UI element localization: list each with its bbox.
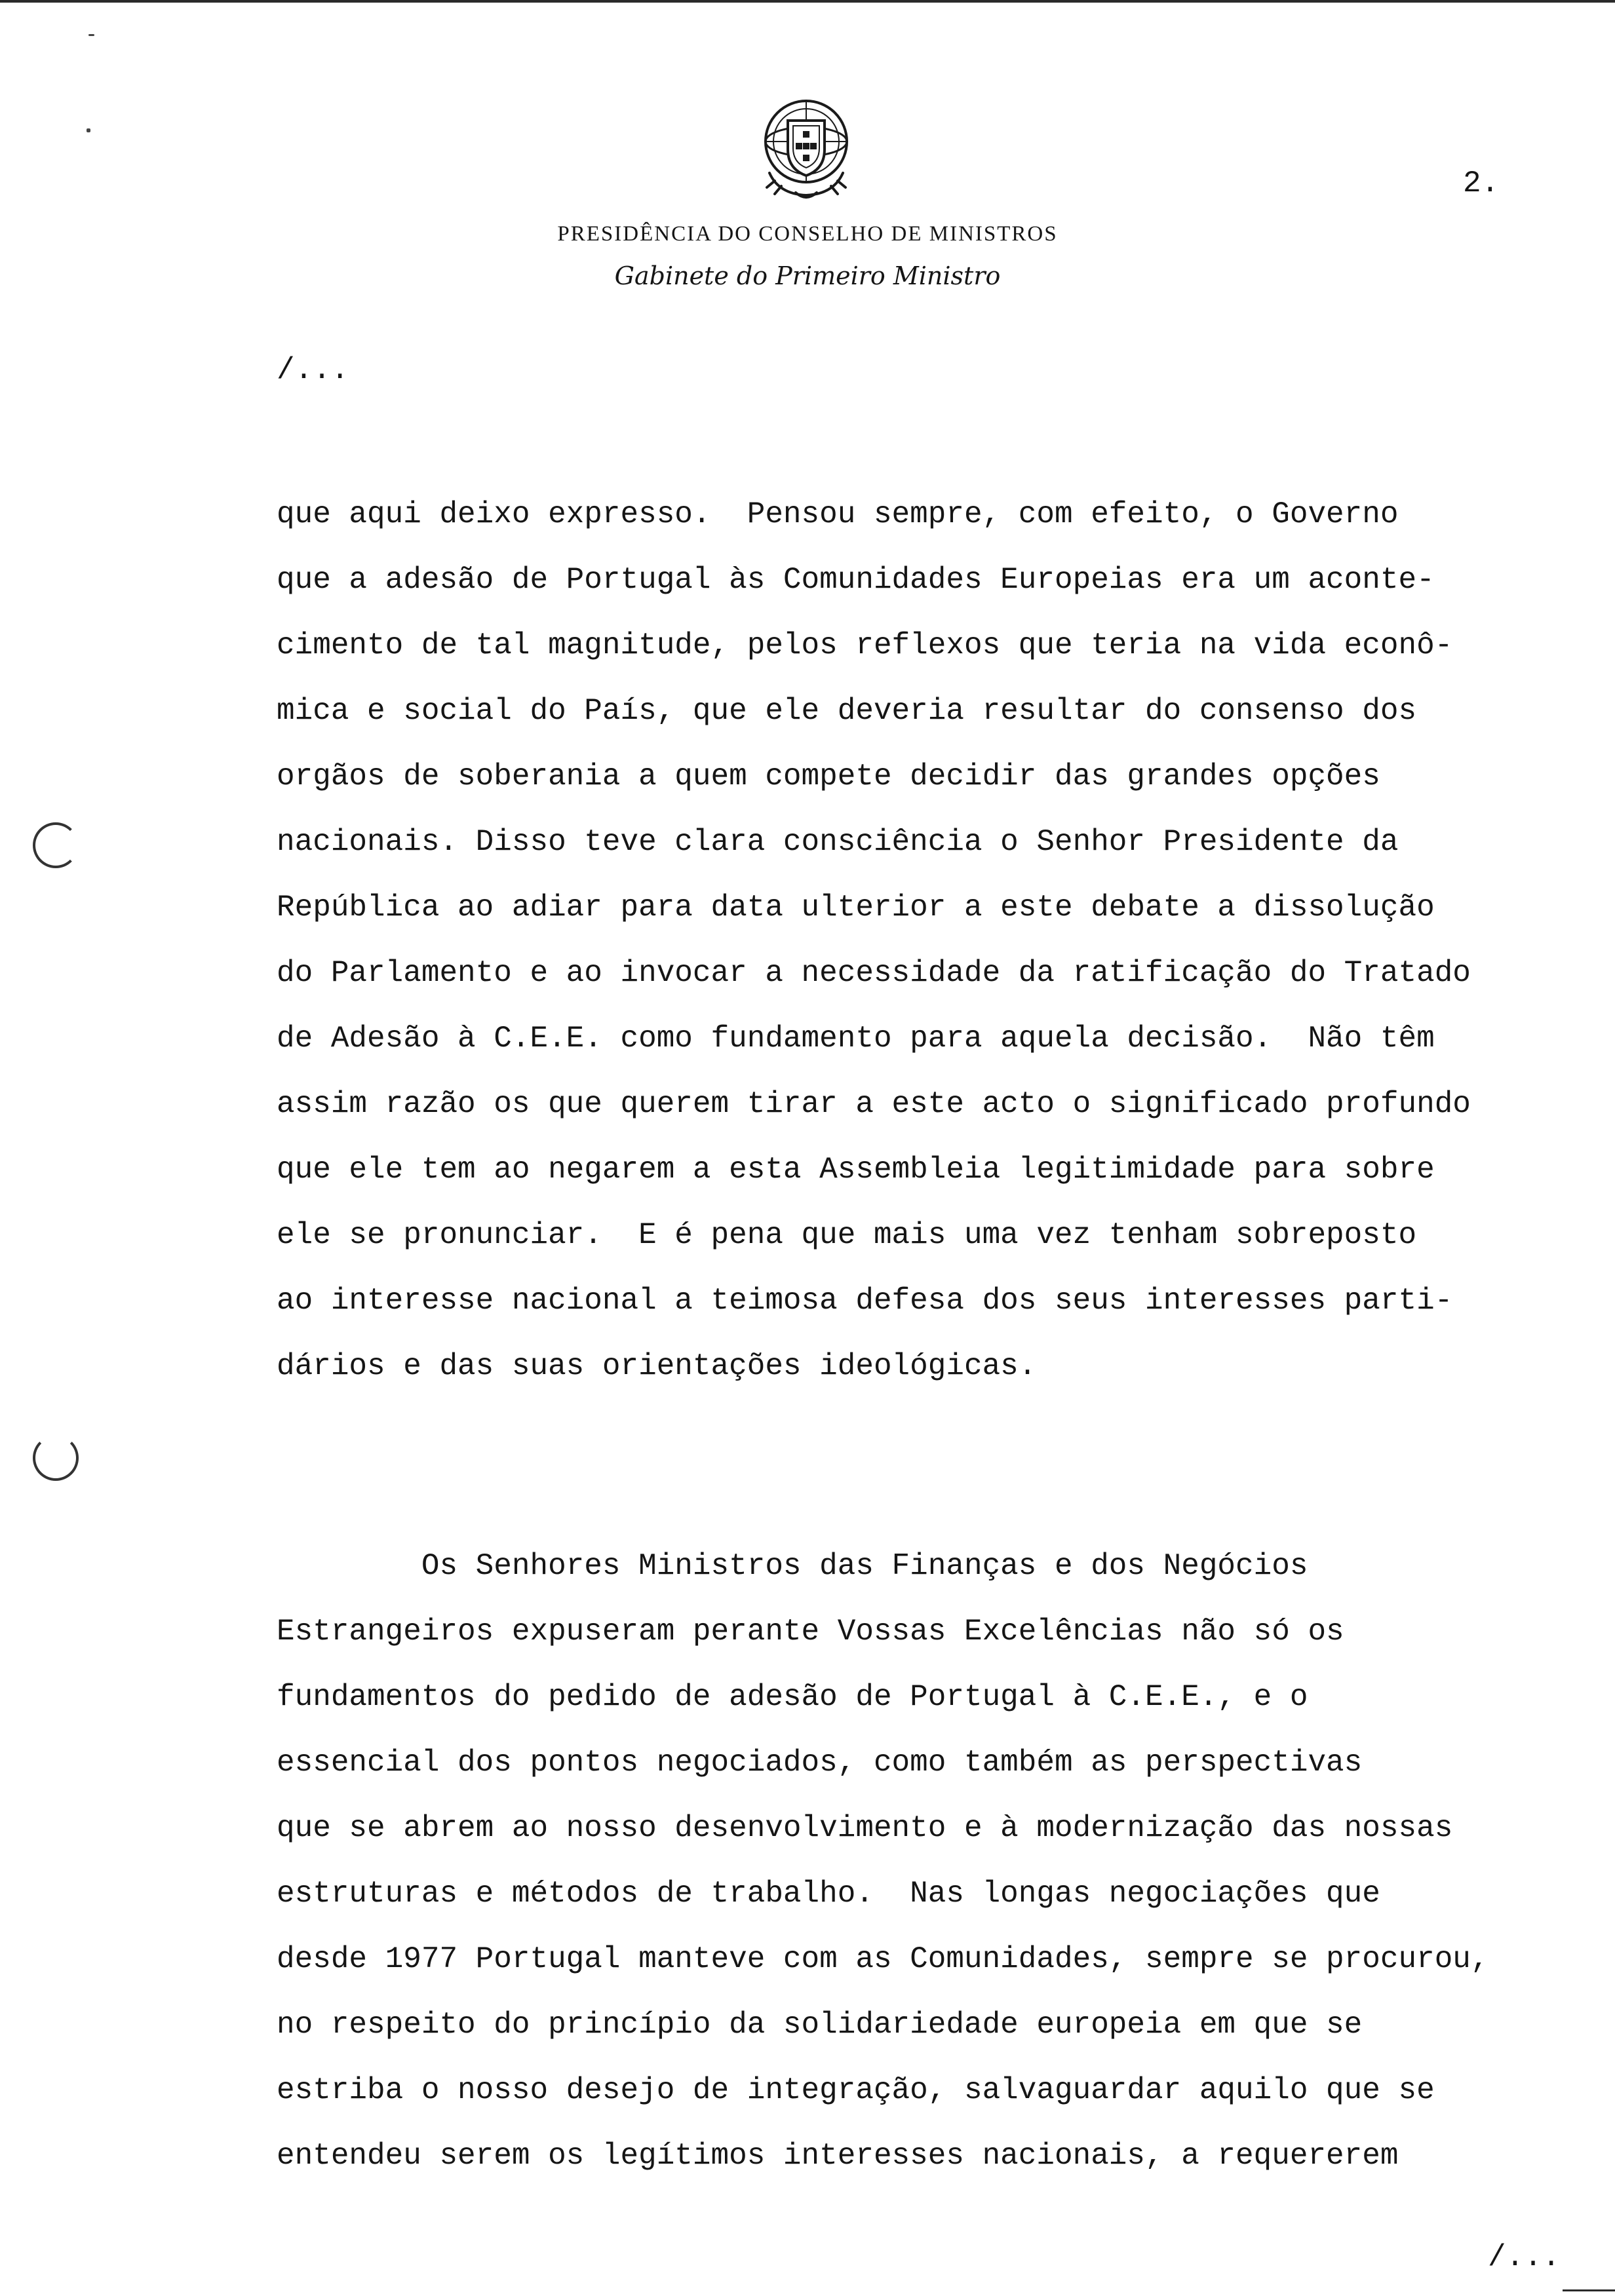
text-line: no respeito do princípio da solidariedade europeia em que se [277,2008,1363,2042]
scan-speck [87,128,90,132]
text-line: assim razão os que querem tirar a este acto o significado profundo [277,1087,1471,1121]
text-line: ao interesse nacional a teimosa defesa dos seus interesses parti- [277,1284,1453,1318]
scan-speck [88,34,94,36]
bottom-edge-rule [1563,2289,1615,2291]
text-line: que ele tem ao negarem a esta Assembleia legitimidade para sobre [277,1153,1435,1187]
continuation-marker-top: /... [277,353,349,387]
text-line: República ao adiar para data ulterior a este debate a dissolução [277,890,1435,925]
text-line: que aqui deixo expresso. Pensou sempre, com efeito, o Governo [277,497,1399,531]
text-line: nacionais. Disso teve clara consciência o Senhor Presidente da [277,825,1399,859]
punch-hole-icon [33,1435,79,1481]
text-line: Estrangeiros expuseram perante Vossas Excelências não só os [277,1615,1344,1649]
text-line: que se abrem ao nosso desenvolvimento e à modernização das nossas [277,1811,1453,1845]
portuguese-coat-of-arms-icon [741,89,872,204]
text-line: estriba o nosso desejo de integração, salvaguardar aquilo que se [277,2073,1435,2107]
continuation-marker-bottom: /... [1488,2240,1561,2274]
text-line: estruturas e métodos de trabalho. Nas longas negociações que [277,1877,1380,1911]
text-line: dários e das suas orientações ideológicas. [277,1349,1037,1383]
text-line: do Parlamento e ao invocar a necessidade da ratificação do Tratado [277,956,1471,990]
punch-hole-icon [33,822,79,868]
text-line: mica e social do País, que ele deveria resultar do consenso dos [277,694,1417,728]
text-line: essencial dos pontos negociados, como também as perspectivas [277,1746,1363,1780]
text-line: ele se pronunciar. E é pena que mais uma vez tenham sobreposto [277,1218,1417,1252]
header-title: PRESIDÊNCIA DO CONSELHO DE MINISTROS [557,222,1058,246]
page-number: 2. [1463,166,1500,201]
text-line: cimento de tal magnitude, pelos reflexos que teria na vida econô- [277,628,1453,662]
text-line: Os Senhores Ministros das Finanças e dos Negócios [277,1549,1308,1583]
text-line: de Adesão à C.E.E. como fundamento para aquela decisão. Não têm [277,1022,1435,1056]
text-line: desde 1977 Portugal manteve com as Comunidades, sempre se procurou, [277,1942,1489,1976]
text-line: que a adesão de Portugal às Comunidades Europeias era um aconte- [277,563,1435,597]
text-line: orgãos de soberania a quem compete decidir das grandes opções [277,759,1380,794]
top-edge-rule [0,0,1615,3]
text-line: fundamentos do pedido de adesão de Portugal à C.E.E., e o [277,1680,1308,1714]
text-line: entendeu serem os legítimos interesses nacionais, a requererem [277,2139,1399,2173]
header-subtitle: Gabinete do Primeiro Ministro [614,261,1001,290]
